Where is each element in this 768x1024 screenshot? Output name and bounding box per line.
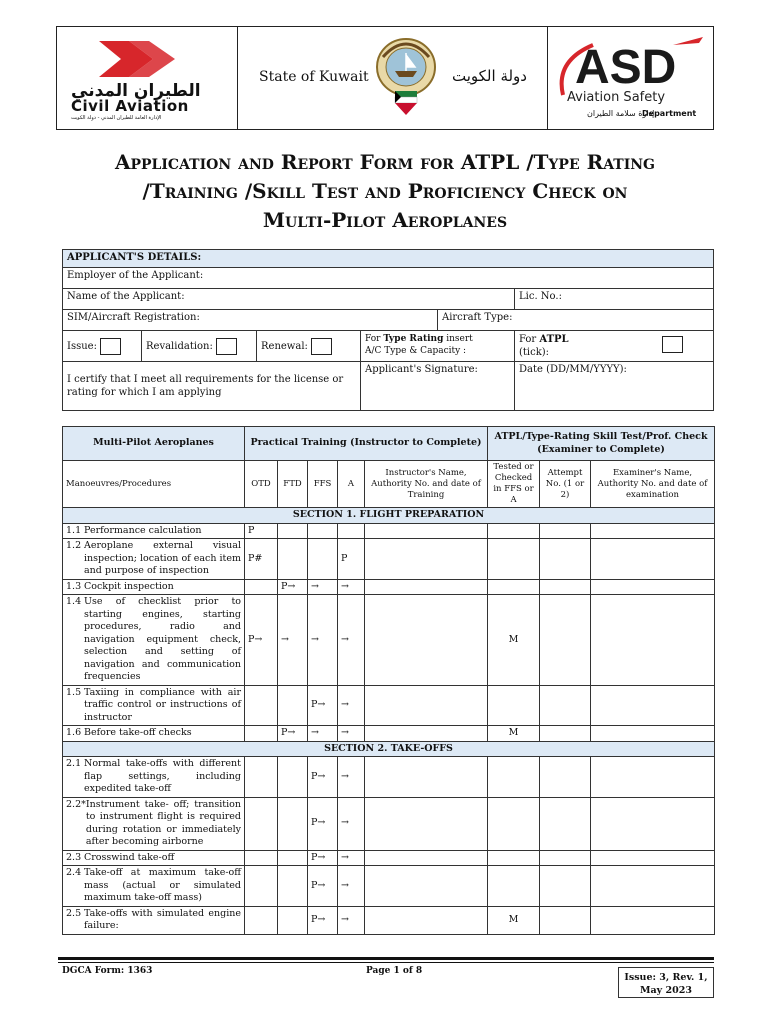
ftd-cell [278, 866, 308, 907]
instructor-cell[interactable] [365, 850, 488, 866]
asd-logo-cell [547, 27, 713, 129]
header-otd: OTD [245, 461, 278, 508]
instructor-cell[interactable] [365, 866, 488, 907]
tested-cell[interactable] [488, 579, 540, 595]
a-cell: → [338, 797, 365, 850]
row-number: 2.4 [66, 867, 82, 878]
manoeuvre-cell [63, 850, 245, 866]
tested-cell[interactable] [488, 866, 540, 907]
tested-cell[interactable] [488, 850, 540, 866]
revalidation-label: Revalidation: [146, 340, 213, 352]
row-number: 1.6 [66, 727, 82, 738]
type-rating-capacity-label: A/C Type & Capacity : [365, 346, 467, 356]
footer-issue-line2: May 2023 [640, 985, 692, 996]
a-cell: → [338, 579, 365, 595]
table-row [63, 595, 715, 686]
row-number: 2.5 [66, 907, 82, 919]
table-row [63, 906, 715, 934]
issue-label: Issue: [67, 340, 97, 352]
instructor-cell[interactable] [365, 539, 488, 580]
manoeuvre-cell [63, 523, 245, 539]
asd-arabic: إدارة سلامة الطيران [587, 109, 655, 118]
title-line-2: /Training /Skill Test and Proficiency Check on [142, 179, 628, 203]
row-number: 1.3 [66, 580, 82, 592]
ffs-cell: P→ [308, 685, 338, 726]
applicant-details-table [62, 249, 714, 411]
header-ffs: FFS [308, 461, 338, 508]
row-manoeuvre-text: Taxiing in compliance with air traffic control or instructions of instructor [84, 686, 241, 723]
ffs-cell: P→ [308, 757, 338, 798]
manoeuvre-cell [63, 906, 245, 934]
manoeuvre-cell [63, 726, 245, 742]
state-of-kuwait-english: State of Kuwait [259, 69, 369, 85]
examiner-cell[interactable] [591, 579, 715, 595]
examiner-cell[interactable] [591, 906, 715, 934]
tested-cell[interactable]: M [488, 595, 540, 686]
row-manoeuvre-text: Crosswind take-off [84, 851, 175, 863]
otd-cell [245, 685, 278, 726]
title-line-1: Application and Report Form for ATPL /Type Rating [114, 150, 656, 174]
a-cell: → [338, 595, 365, 686]
examiner-cell[interactable] [591, 539, 715, 580]
date-field[interactable]: Date (DD/MM/YYYY): [515, 362, 714, 411]
tested-cell[interactable] [488, 757, 540, 798]
attempt-cell[interactable] [540, 726, 591, 742]
ffs-cell: P→ [308, 906, 338, 934]
ftd-cell [278, 685, 308, 726]
tested-cell[interactable] [488, 797, 540, 850]
header-practical-training: Practical Training (Instructor to Complete) [245, 427, 488, 461]
ftd-cell [278, 906, 308, 934]
civil-aviation-arrow-icon [99, 37, 177, 81]
state-cell [237, 27, 548, 129]
atpl-checkbox[interactable] [662, 336, 683, 353]
kuwait-emblem-icon [375, 35, 437, 117]
examiner-cell[interactable] [591, 726, 715, 742]
type-rating-cell[interactable]: For Type Rating insert A/C Type & Capacity : [361, 331, 515, 362]
manoeuvre-cell [63, 595, 245, 686]
ffs-cell: → [308, 595, 338, 686]
issue-cell [63, 331, 142, 362]
header-attempt: Attempt No. (1 or 2) [540, 461, 591, 508]
civil-aviation-arabic: الطيران المدني [71, 81, 201, 101]
otd-cell [245, 579, 278, 595]
instructor-cell[interactable] [365, 797, 488, 850]
tested-cell[interactable]: M [488, 906, 540, 934]
otd-cell: P [245, 523, 278, 539]
otd-cell [245, 866, 278, 907]
examiner-cell[interactable] [591, 757, 715, 798]
table-row [63, 579, 715, 595]
lic-no-field[interactable]: Lic. No.: [515, 289, 714, 310]
row-manoeuvre-text: Aeroplane external visual inspection; location of each item and purpose of inspection [84, 540, 241, 576]
examiner-cell[interactable] [591, 595, 715, 686]
examiner-cell[interactable] [591, 866, 715, 907]
revalidation-checkbox[interactable] [216, 338, 237, 355]
ftd-cell [278, 523, 308, 539]
header-instructor: Instructor's Name, Authority No. and date of Training [365, 461, 488, 508]
footer-page-number: Page 1 of 8 [366, 966, 423, 976]
state-of-kuwait-arabic: دولة الكويت [452, 67, 527, 85]
instructor-cell[interactable] [365, 757, 488, 798]
footer-divider-thin [58, 962, 714, 963]
table-row [63, 523, 715, 539]
header-skill-test: ATPL/Type-Rating Skill Test/Prof. Check (Examiner to Complete) [488, 427, 715, 461]
a-cell: → [338, 906, 365, 934]
examiner-cell[interactable] [591, 850, 715, 866]
tested-cell[interactable]: M [488, 726, 540, 742]
tested-cell[interactable] [488, 539, 540, 580]
ffs-cell: P→ [308, 850, 338, 866]
row-manoeuvre-text: Performance calculation [84, 524, 202, 536]
asd-logo-icon [553, 31, 713, 99]
row-number: 1.5 [66, 686, 82, 698]
manoeuvre-cell [63, 579, 245, 595]
header-manoeuvres: Manoeuvres/Procedures [63, 461, 245, 508]
aircraft-type-field[interactable]: Aircraft Type: [437, 310, 713, 331]
instructor-cell[interactable] [365, 726, 488, 742]
otd-cell: P→ [245, 595, 278, 686]
row-manoeuvre-text: Cockpit inspection [84, 580, 174, 592]
row-manoeuvre-text: Instrument take- off; transition to instrument flight is required during rotation or immediately after becoming airborne [85, 798, 241, 847]
row-manoeuvre-text: Take-offs with simulated engine failure: [84, 907, 241, 931]
tested-cell[interactable] [488, 685, 540, 726]
table-row [63, 797, 715, 850]
manoeuvre-cell [63, 685, 245, 726]
a-cell: → [338, 757, 365, 798]
row-manoeuvre-text: Before take-off checks [84, 727, 192, 738]
ftd-cell: P→ [278, 579, 308, 595]
row-manoeuvre-text: Use of checklist prior to starting engines, starting procedures, radio and navigation equipment check, selection and setting of navigation and communication frequencies [84, 596, 241, 682]
attempt-cell[interactable] [540, 685, 591, 726]
footer-divider-thick [58, 957, 714, 960]
a-cell: P [338, 539, 365, 580]
row-manoeuvre-text: Take-off at maximum take-off mass (actual or simulated maximum take-off mass) [84, 867, 241, 903]
a-cell: → [338, 866, 365, 907]
ftd-cell [278, 850, 308, 866]
examiner-cell[interactable] [591, 797, 715, 850]
row-number: 1.2 [66, 540, 82, 551]
certify-statement: I certify that I meet all requirements for the license or rating for which I am applying [63, 362, 361, 411]
table-row [63, 866, 715, 907]
header-multi-pilot: Multi-Pilot Aeroplanes [63, 427, 245, 461]
instructor-cell[interactable] [365, 579, 488, 595]
ftd-cell [278, 539, 308, 580]
renewal-label: Renewal: [261, 340, 308, 352]
table-row [63, 539, 715, 580]
attempt-cell[interactable] [540, 906, 591, 934]
asd-aviation-safety: Aviation Safety [567, 90, 666, 105]
a-cell: → [338, 726, 365, 742]
attempt-cell[interactable] [540, 539, 591, 580]
header-banner [56, 26, 714, 130]
row-number: 2.2* [66, 798, 86, 810]
ftd-cell [278, 757, 308, 798]
applicant-name-field[interactable]: Name of the Applicant: [63, 289, 515, 310]
footer-issue-line1: Issue: 3, Rev. 1, [624, 972, 708, 983]
ftd-cell: → [278, 595, 308, 686]
attempt-cell[interactable] [540, 757, 591, 798]
ffs-cell: → [308, 726, 338, 742]
header-ftd: FTD [278, 461, 308, 508]
issue-checkbox[interactable] [100, 338, 121, 355]
civil-aviation-logo-cell [57, 27, 238, 129]
attempt-cell[interactable] [540, 579, 591, 595]
asd-logo-text: ASD [575, 41, 677, 94]
civil-aviation-subtitle: الإدارة العامة للطيران المدني - دولة الكويت [71, 115, 162, 121]
instructor-cell[interactable] [365, 906, 488, 934]
ftd-cell: P→ [278, 726, 308, 742]
applicant-signature-field[interactable]: Applicant's Signature: [361, 362, 515, 411]
tested-cell[interactable] [488, 523, 540, 539]
row-manoeuvre-text: Normal take-offs with different flap settings, including expedited take-off [84, 758, 241, 794]
examiner-cell[interactable] [591, 523, 715, 539]
ffs-cell: → [308, 579, 338, 595]
atpl-cell: For ATPL (tick): [515, 331, 714, 362]
otd-cell [245, 726, 278, 742]
manoeuvre-cell [63, 797, 245, 850]
table-row [63, 850, 715, 866]
asd-department: Department [642, 109, 697, 118]
section-1-heading: SECTION 1. FLIGHT PREPARATION [63, 508, 715, 524]
applicant-details-heading: APPLICANT'S DETAILS: [63, 250, 714, 268]
footer-form-number: DGCA Form: 1363 [62, 966, 153, 976]
examiner-cell[interactable] [591, 685, 715, 726]
otd-cell [245, 906, 278, 934]
otd-cell [245, 850, 278, 866]
otd-cell [245, 797, 278, 850]
attempt-cell[interactable] [540, 866, 591, 907]
row-number: 2.1 [66, 758, 82, 769]
renewal-cell [257, 331, 361, 362]
attempt-cell[interactable] [540, 523, 591, 539]
attempt-cell[interactable] [540, 797, 591, 850]
attempt-cell[interactable] [540, 850, 591, 866]
manoeuvre-cell [63, 866, 245, 907]
ffs-cell: P→ [308, 797, 338, 850]
row-number: 1.4 [66, 596, 82, 607]
instructor-cell[interactable] [365, 523, 488, 539]
instructor-cell[interactable] [365, 685, 488, 726]
header-examiner: Examiner's Name, Authority No. and date of examination [591, 461, 715, 508]
manoeuvre-cell [63, 539, 245, 580]
ffs-cell: P→ [308, 866, 338, 907]
row-number: 1.1 [66, 524, 82, 536]
attempt-cell[interactable] [540, 595, 591, 686]
form-title [40, 148, 730, 235]
sim-registration-field[interactable]: SIM/Aircraft Registration: [63, 310, 438, 331]
civil-aviation-english: Civil Aviation [71, 97, 189, 115]
employer-field[interactable]: Employer of the Applicant: [63, 268, 714, 289]
header-tested: Tested or Checked in FFS or A [488, 461, 540, 508]
ffs-cell [308, 523, 338, 539]
table-row [63, 757, 715, 798]
table-row [63, 726, 715, 742]
ffs-cell [308, 539, 338, 580]
title-line-3: Multi-Pilot Aeroplanes [262, 208, 508, 232]
otd-cell [245, 757, 278, 798]
renewal-checkbox[interactable] [311, 338, 332, 355]
a-cell: → [338, 850, 365, 866]
a-cell [338, 523, 365, 539]
otd-cell: P# [245, 539, 278, 580]
table-row [63, 685, 715, 726]
manoeuvres-table [62, 426, 715, 935]
row-number: 2.3 [66, 851, 82, 863]
ftd-cell [278, 797, 308, 850]
footer-issue-box [618, 967, 714, 998]
manoeuvre-cell [63, 757, 245, 798]
a-cell: → [338, 685, 365, 726]
instructor-cell[interactable] [365, 595, 488, 686]
revalidation-cell [142, 331, 257, 362]
header-a: A [338, 461, 365, 508]
section-2-heading: SECTION 2. TAKE-OFFS [63, 741, 715, 757]
